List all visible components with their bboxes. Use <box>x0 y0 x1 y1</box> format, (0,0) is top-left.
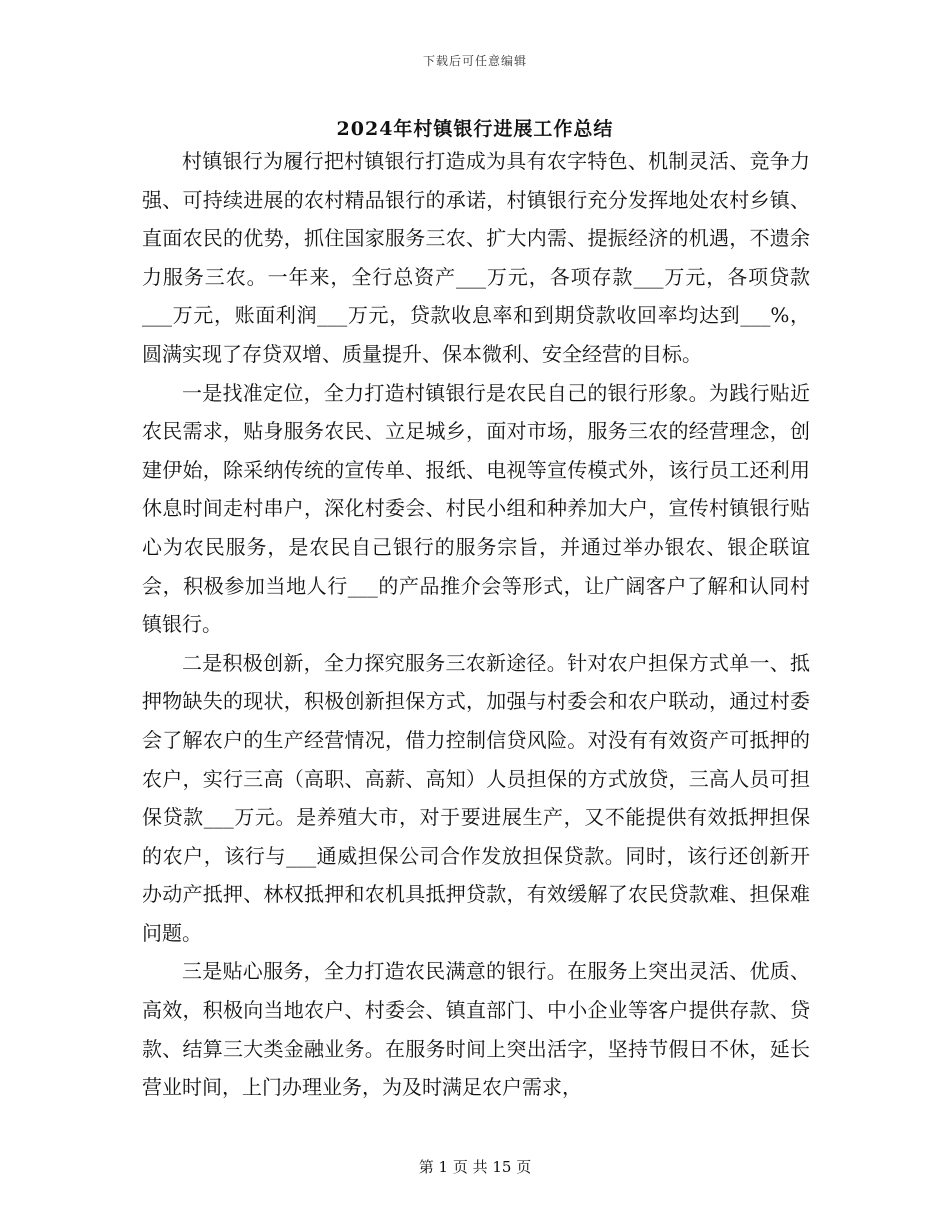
paragraph-intro: 村镇银行为履行把村镇银行打造成为具有农字特色、机制灵活、竞争力强、可持续进展的农村精品银行的承诺，村镇银行充分发挥地处农村乡镇、直面农民的优势，抓住国家服务三农、扩大内需、提振经济的机遇，不遗余力服务三农。一年来，全行总资产___万元，各项存款___万元，各项贷款___万元，账面利润___万元，贷款收息率和到期贷款收回率均达到___%，圆满实现了存贷双增、质量提升、保本微利、安全经营的目标。 <box>142 149 810 366</box>
document-title: 2024年村镇银行进展工作总结 <box>336 118 614 140</box>
paragraph-service: 三是贴心服务，全力打造农民满意的银行。在服务上突出灵活、优质、高效，积极向当地农户、村委会、镇直部门、中小企业等客户提供存款、贷款、结算三大类金融业务。在服务时间上突出活字，坚持节假日不休，延长营业时间，上门办理业务，为及时满足农户需求， <box>142 959 810 1100</box>
paragraph-positioning: 一是找准定位，全力打造村镇银行是农民自己的银行形象。为践行贴近农民需求，贴身服务农民、立足城乡，面对市场，服务三农的经营理念，创建伊始，除采纳传统的宣传单、报纸、电视等宣传模式外，该行员工还利用休息时间走村串户，深化村委会、村民小组和种养加大户，宣传村镇银行贴心为农民服务，是农民自己银行的服务宗旨，并通过举办银农、银企联谊会，积极参加当地人行___的产品推介会等形式，让广阔客户了解和认同村镇银行。 <box>142 380 810 637</box>
page-number: 第 1 页 共 15 页 <box>418 1158 532 1176</box>
page-header-note: 下载后可任意编辑 <box>422 54 527 68</box>
document-body <box>142 142 810 1107</box>
paragraph-innovation: 二是积极创新，全力探究服务三农新途径。针对农户担保方式单一、抵押物缺失的现状，积极创新担保方式，加强与村委会和农户联动，通过村委会了解农户的生产经营情况，借力控制信贷风险。对没有有效资产可抵押的农户，实行三高（高职、高薪、高知）人员担保的方式放贷，三高人员可担保贷款___万元。是养殖大市，对于要进展生产，又不能提供有效抵押担保的农户，该行与___通威担保公司合作发放担保贷款。同时，该行还创新开办动产抵押、林权抵押和农机具抵押贷款，有效缓解了农民贷款难、担保难问题。 <box>142 650 810 945</box>
